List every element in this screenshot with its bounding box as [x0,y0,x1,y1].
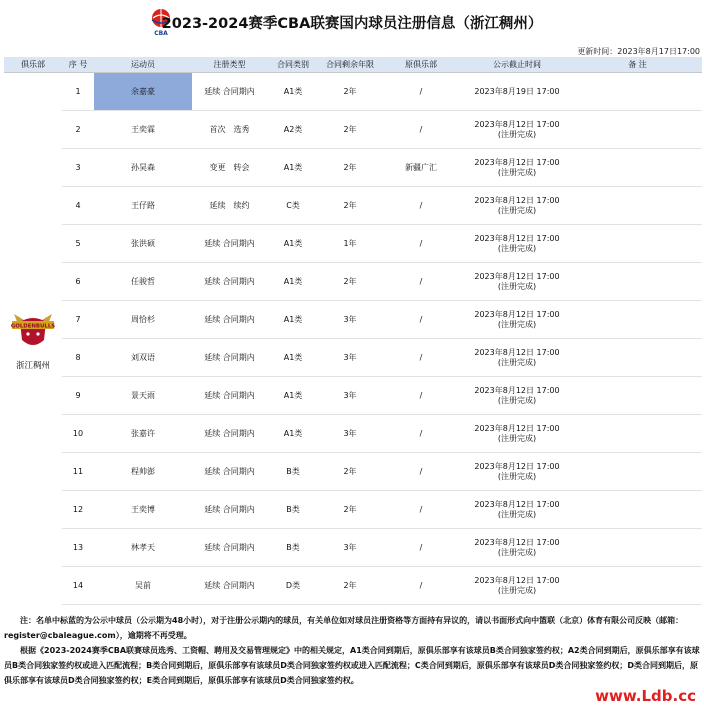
row-player-name: 王奕博 [94,491,192,529]
notes [4,613,700,688]
row-orig-club: / [381,529,461,567]
row-player-name: 程帅澎 [94,453,192,491]
note-2: 根据《2023-2024赛季CBA联赛球员选秀、工资帽、聘用及交易管理规定》中的相关规定，A1类合同到期后，原俱乐部享有该球员B类合同独家签约权；A2类合同到期后，原俱乐部享有该球员B类合同独家签约权或进入匹配流程；B类合同到期后，原俱乐部享有该球员D类合同独家签约权或进入匹配流程；C类合同到期后，原俱乐部享有该球员D类合同独家签约权；D类合同到期后，原俱乐部享有该球员D类合同独家签约权；E类合同到期后，原俱乐部享有该球员D类合同独家签约权。 [4,646,700,685]
row-contract-cat: A1类 [267,149,319,187]
row-player-name: 张洪硕 [94,225,192,263]
row-orig-club: / [381,415,461,453]
row-note [573,301,702,339]
row-reg-type: 延续 合同期内 [192,567,267,605]
row-orig-club: / [381,491,461,529]
row-status: (注册完成) [497,243,537,253]
row-no: 14 [62,567,94,605]
row-note [573,263,702,301]
row-contract-cat: A1类 [267,339,319,377]
row-status: (注册完成) [497,585,537,595]
row-reg-type: 延续 续约 [192,187,267,225]
row-contract-cat: A1类 [267,73,319,111]
row-status: (注册完成) [497,281,537,291]
row-no: 7 [62,301,94,339]
row-deadline: 2023年8月12日 17:00 [474,423,560,433]
row-no: 9 [62,377,94,415]
row-years: 2年 [319,187,381,225]
row-years: 3年 [319,377,381,415]
row-note [573,453,702,491]
row-note [573,73,702,111]
row-deadline: 2023年8月12日 17:00 [474,461,560,471]
row-player-name: 王奕霖 [94,111,192,149]
club-name: 浙江稠州 [15,361,50,372]
row-years: 3年 [319,339,381,377]
table-row [4,301,702,339]
table-row [4,263,702,301]
table-row [4,491,702,529]
row-years: 2年 [319,111,381,149]
row-player-name: 吴前 [94,567,192,605]
row-no: 3 [62,149,94,187]
table-row [4,567,702,605]
row-deadline-cell [461,377,573,415]
row-no: 6 [62,263,94,301]
table-row [4,187,702,225]
row-note [573,111,702,149]
row-status: (注册完成) [497,129,537,139]
row-deadline: 2023年8月19日 17:00 [474,86,560,96]
col-note: 备 注 [573,57,702,73]
row-years: 3年 [319,415,381,453]
row-no: 11 [62,453,94,491]
col-reg-type: 注册类型 [192,57,267,73]
row-deadline: 2023年8月12日 17:00 [474,309,560,319]
row-years: 3年 [319,529,381,567]
table-row [4,453,702,491]
table-row [4,415,702,453]
row-years: 2年 [319,453,381,491]
row-orig-club: / [381,263,461,301]
row-contract-cat: A1类 [267,225,319,263]
row-deadline-cell [461,301,573,339]
update-time: 更新时间：2023年8月17日17:00 [577,47,700,56]
row-no: 13 [62,529,94,567]
row-reg-type: 延续 合同期内 [192,73,267,111]
col-no: 序 号 [62,57,94,73]
table-row [4,149,702,187]
row-player-name: 王仔路 [94,187,192,225]
row-reg-type: 变更 转会 [192,149,267,187]
row-orig-club: / [381,453,461,491]
col-years: 合同剩余年限 [319,57,381,73]
note-1: 注：名单中标蓝的为公示中球员（公示期为48小时），对于注册公示期内的球员，有关单位如对球员注册资格等方面持有异议的，请以书面形式向中篮联（北京）体育有限公司反映（邮箱：register@cbaleague.com），逾期将不再受理。 [4,616,684,640]
table-row [4,73,702,111]
row-no: 10 [62,415,94,453]
row-deadline: 2023年8月12日 17:00 [474,157,560,167]
row-no: 8 [62,339,94,377]
table-row [4,225,702,263]
row-reg-type: 延续 合同期内 [192,453,267,491]
row-contract-cat: A1类 [267,377,319,415]
row-contract-cat: D类 [267,567,319,605]
row-contract-cat: A2类 [267,111,319,149]
row-note [573,567,702,605]
table-row [4,111,702,149]
row-reg-type: 延续 合同期内 [192,301,267,339]
row-deadline-cell [461,263,573,301]
row-no: 4 [62,187,94,225]
row-deadline-cell [461,111,573,149]
row-years: 2年 [319,491,381,529]
row-orig-club: / [381,225,461,263]
row-orig-club: / [381,567,461,605]
row-orig-club: / [381,377,461,415]
title-bar [0,6,704,40]
row-deadline-cell [461,491,573,529]
row-orig-club: / [381,73,461,111]
row-deadline-cell [461,453,573,491]
logo-text: CBA [154,30,168,36]
col-orig-club: 原俱乐部 [381,57,461,73]
row-deadline-cell [461,339,573,377]
row-deadline-cell [461,225,573,263]
row-deadline: 2023年8月12日 17:00 [474,537,560,547]
col-contract-cat: 合同类别 [267,57,319,73]
row-note [573,377,702,415]
row-status: (注册完成) [497,395,537,405]
row-no: 5 [62,225,94,263]
row-status: (注册完成) [497,167,537,177]
row-status: (注册完成) [497,319,537,329]
col-deadline: 公示截止时间 [461,57,573,73]
row-player-name: 余嘉豪 [94,73,192,111]
row-status: (注册完成) [497,433,537,443]
row-years: 1年 [319,225,381,263]
row-orig-club: 新疆广汇 [381,149,461,187]
row-deadline-cell [461,187,573,225]
page-title: 2023-2024赛季CBA联赛国内球员注册信息（浙江稠州） [161,16,543,32]
row-orig-club: / [381,301,461,339]
row-reg-type: 延续 合同期内 [192,529,267,567]
row-deadline: 2023年8月12日 17:00 [474,499,560,509]
row-deadline: 2023年8月12日 17:00 [474,119,560,129]
row-contract-cat: A1类 [267,263,319,301]
row-years: 2年 [319,149,381,187]
row-reg-type: 延续 合同期内 [192,377,267,415]
row-reg-type: 延续 合同期内 [192,415,267,453]
row-no: 1 [62,73,94,111]
row-years: 3年 [319,301,381,339]
table-row [4,339,702,377]
row-contract-cat: B类 [267,529,319,567]
row-contract-cat: A1类 [267,301,319,339]
row-note [573,339,702,377]
row-note [573,415,702,453]
row-contract-cat: B类 [267,453,319,491]
row-years: 2年 [319,567,381,605]
row-no: 2 [62,111,94,149]
header-row [4,57,702,73]
row-status: (注册完成) [497,205,537,215]
row-reg-type: 延续 合同期内 [192,225,267,263]
row-contract-cat: C类 [267,187,319,225]
row-player-name: 景天雨 [94,377,192,415]
row-deadline: 2023年8月12日 17:00 [474,575,560,585]
goldenbulls-logo-icon [10,306,56,352]
row-years: 2年 [319,263,381,301]
table-row [4,377,702,415]
row-status: (注册完成) [497,509,537,519]
row-contract-cat: A1类 [267,415,319,453]
row-status: (注册完成) [497,471,537,481]
row-player-name: 刘双语 [94,339,192,377]
row-player-name: 张嘉许 [94,415,192,453]
row-status: (注册完成) [497,357,537,367]
registration-table [4,57,702,605]
club-cell [4,73,62,605]
row-reg-type: 首次 选秀 [192,111,267,149]
row-reg-type: 延续 合同期内 [192,263,267,301]
row-deadline: 2023年8月12日 17:00 [474,271,560,281]
row-reg-type: 延续 合同期内 [192,491,267,529]
row-note [573,187,702,225]
row-deadline-cell [461,73,573,111]
row-deadline-cell [461,415,573,453]
row-note [573,225,702,263]
row-no: 12 [62,491,94,529]
row-orig-club: / [381,111,461,149]
row-deadline-cell [461,149,573,187]
row-deadline: 2023年8月12日 17:00 [474,233,560,243]
row-note [573,529,702,567]
row-deadline-cell [461,567,573,605]
table-row [4,529,702,567]
row-reg-type: 延续 合同期内 [192,339,267,377]
row-deadline: 2023年8月12日 17:00 [474,347,560,357]
row-deadline: 2023年8月12日 17:00 [474,385,560,395]
row-status: (注册完成) [497,547,537,557]
row-orig-club: / [381,339,461,377]
row-years: 2年 [319,73,381,111]
row-deadline: 2023年8月12日 17:00 [474,195,560,205]
club-logo-text: GOLDENBULLS [10,323,56,330]
row-orig-club: / [381,187,461,225]
row-player-name: 周恰杉 [94,301,192,339]
row-contract-cat: B类 [267,491,319,529]
row-player-name: 孙昊森 [94,149,192,187]
col-club: 俱乐部 [4,57,62,73]
row-player-name: 林孝天 [94,529,192,567]
row-note [573,149,702,187]
row-deadline-cell [461,529,573,567]
watermark: www.Ldb.cc [595,687,696,705]
col-player: 运动员 [94,57,192,73]
row-note [573,491,702,529]
row-player-name: 任骏哲 [94,263,192,301]
